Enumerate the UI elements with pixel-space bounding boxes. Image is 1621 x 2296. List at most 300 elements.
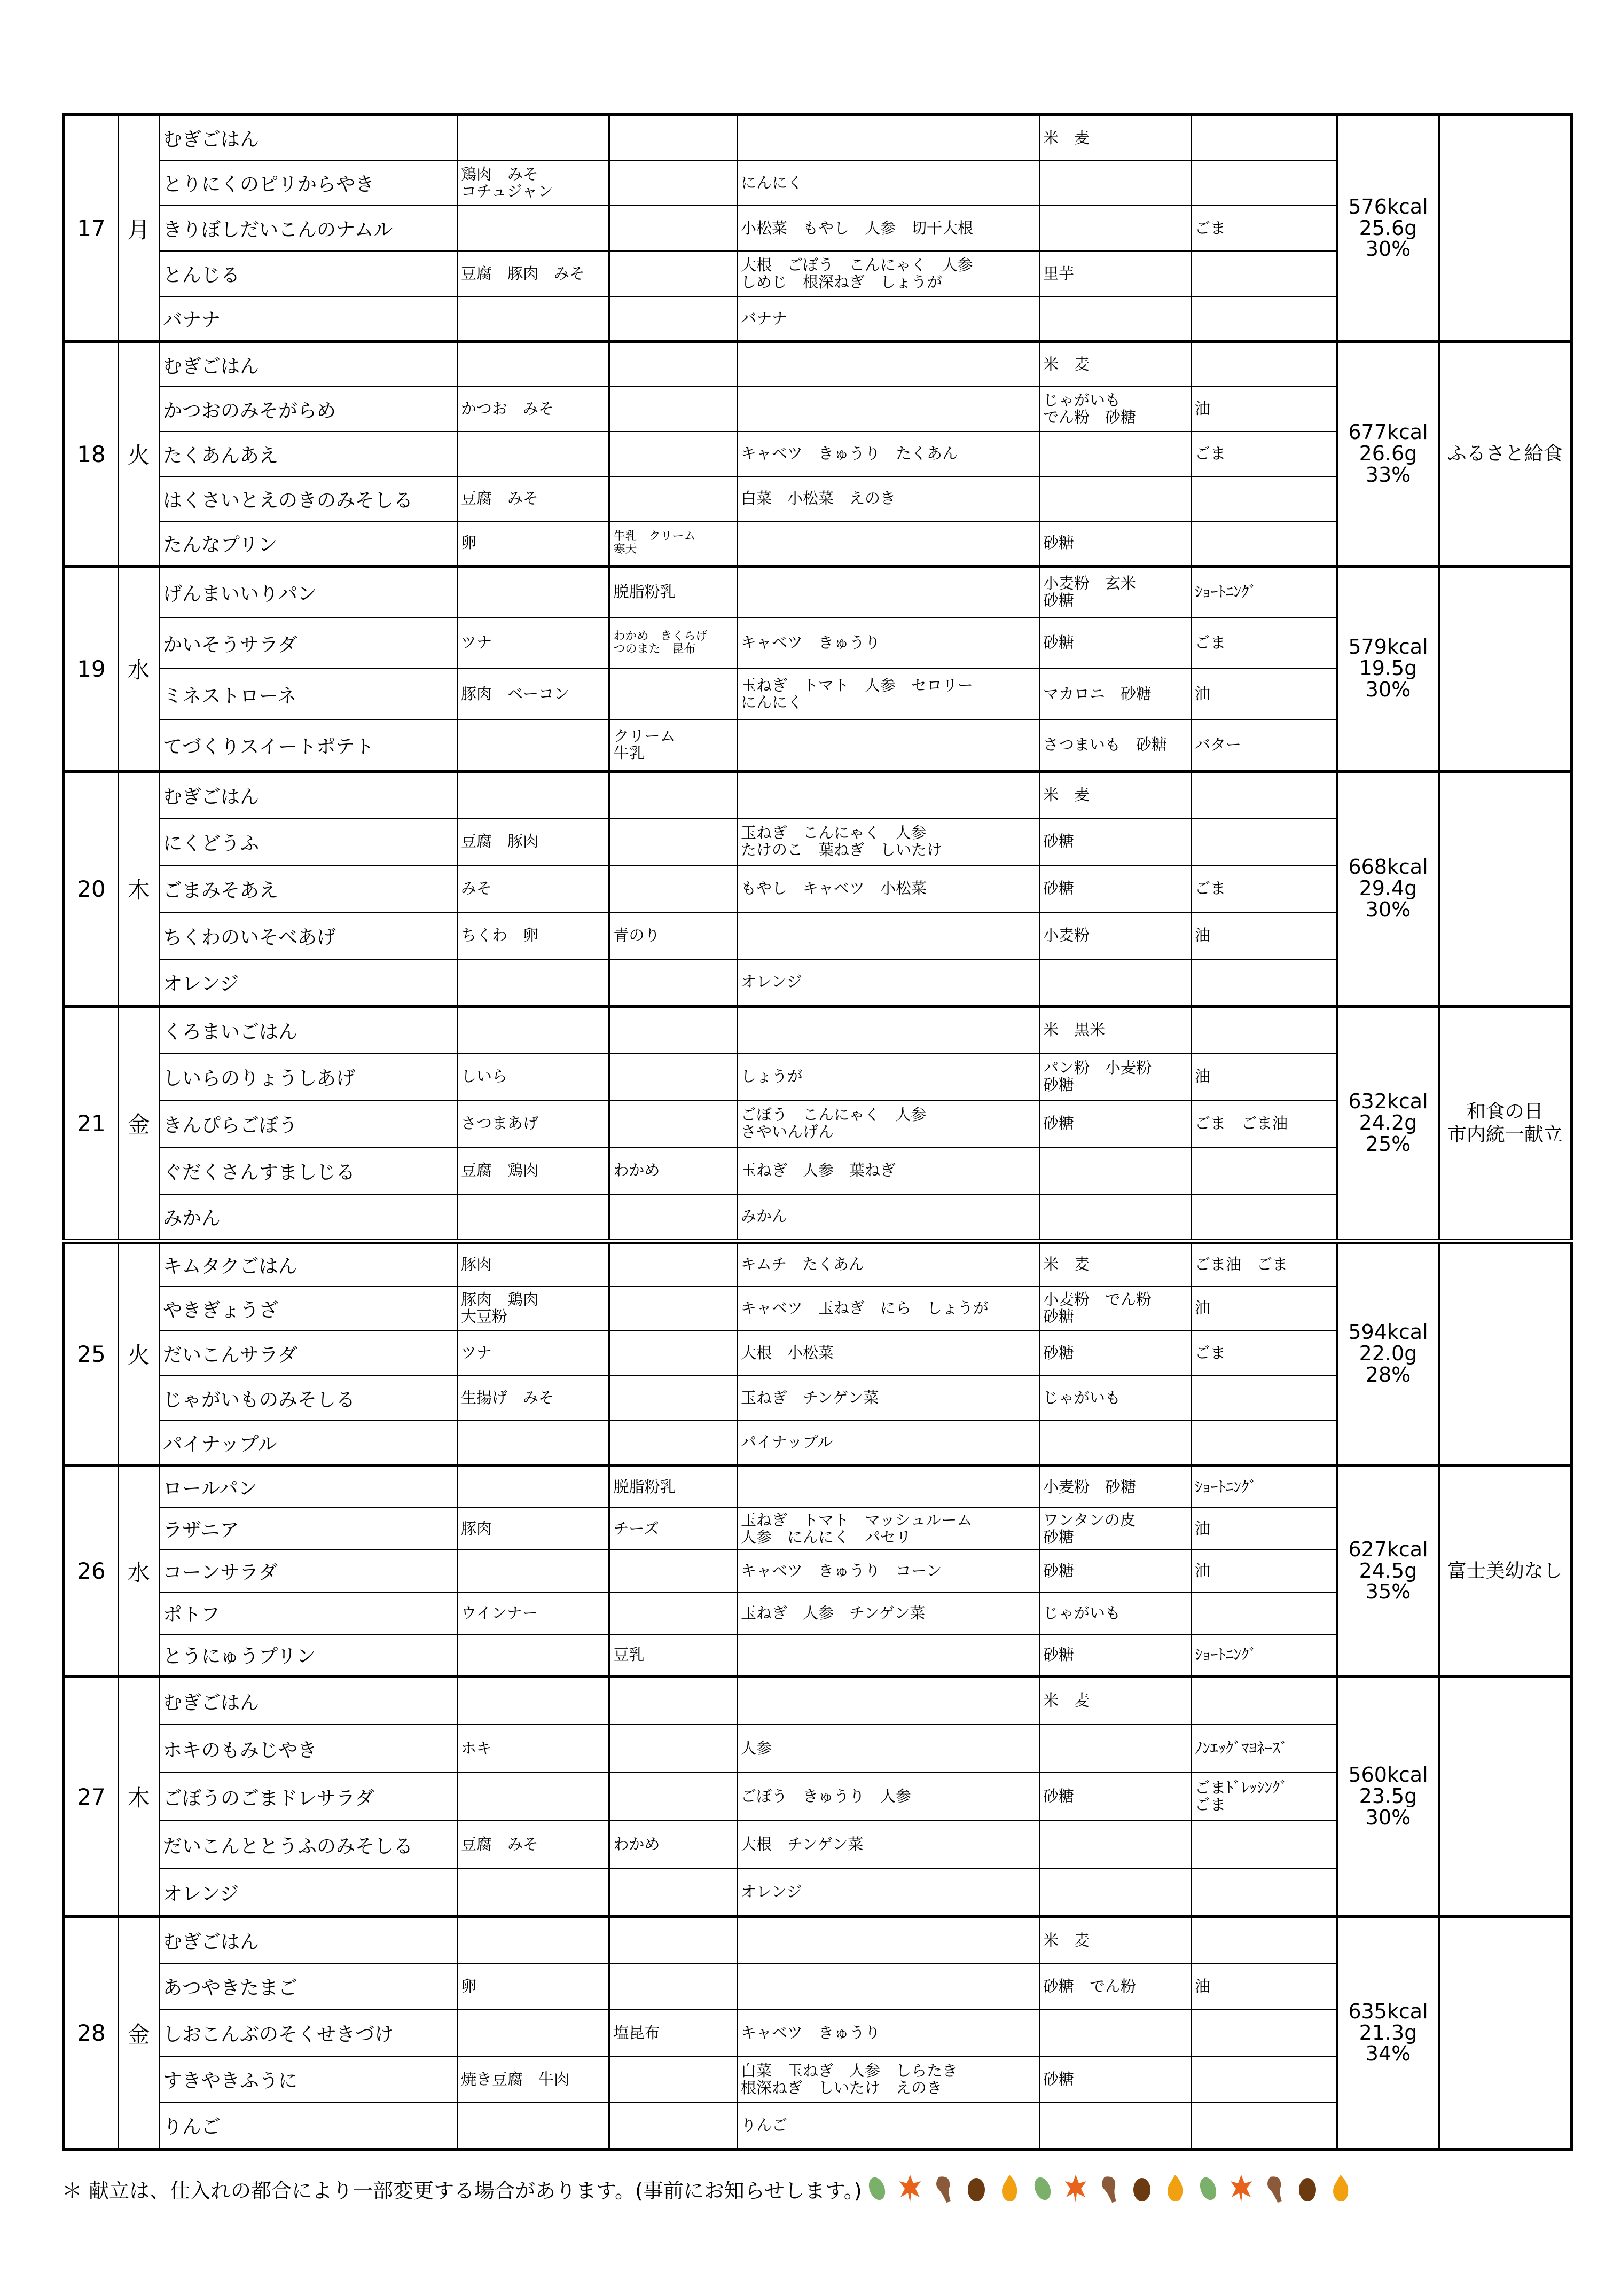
energy-ingredients — [1039, 1147, 1191, 1194]
dish-name: たんなプリン — [159, 521, 457, 566]
protein-ingredients: ツナ — [457, 1331, 609, 1376]
protein-ingredients — [457, 720, 609, 771]
dish-name: ごまみそあえ — [159, 865, 457, 912]
leaf-icon — [1329, 2174, 1352, 2204]
dish-row — [64, 771, 1572, 818]
vegetable-ingredients: ごぼう きゅうり 人参 — [737, 1773, 1039, 1821]
energy-ingredients: 砂糖 — [1039, 1331, 1191, 1376]
day-weekday: 月 — [118, 115, 159, 342]
protein-grams: 22.0g — [1359, 1342, 1418, 1366]
vegetable-ingredients — [737, 771, 1039, 818]
energy-ingredients — [1039, 206, 1191, 251]
fat-ingredients — [1191, 1821, 1337, 1869]
leaf-icon — [1263, 2174, 1286, 2204]
footer-text: ＊ 献立は、仕入れの都合により一部変更する場合があります。(事前にお知らせします。) — [62, 2179, 862, 2203]
vegetable-ingredients: オレンジ — [737, 1869, 1039, 1917]
dairy-seaweed-ingredients — [609, 818, 737, 865]
protein-ingredients: 卵 — [457, 1963, 609, 2010]
energy-kcal: 677kcal — [1348, 420, 1428, 444]
vegetable-ingredients — [737, 1917, 1039, 1963]
day-note — [1439, 115, 1572, 342]
dish-name: ポトフ — [159, 1592, 457, 1634]
fat-ingredients — [1191, 1917, 1337, 1963]
protein-ingredients: ウインナー — [457, 1592, 609, 1634]
dish-name: ホキのもみじやき — [159, 1725, 457, 1773]
dish-row — [64, 1917, 1572, 1963]
fat-ingredients: ごま — [1191, 617, 1337, 669]
protein-grams: 29.4g — [1359, 876, 1418, 900]
fat-ingredients — [1191, 1194, 1337, 1241]
energy-ingredients: 米 麦 — [1039, 1676, 1191, 1725]
fat-ingredients: ﾉﾝｴｯｸﾞﾏﾖﾈｰｽﾞ — [1191, 1725, 1337, 1773]
energy-ingredients — [1039, 1421, 1191, 1466]
vegetable-ingredients — [737, 1963, 1039, 2010]
nutrition-summary — [1337, 115, 1439, 342]
fat-ingredients — [1191, 296, 1337, 342]
energy-ingredients — [1039, 2103, 1191, 2149]
vegetable-ingredients: しょうが — [737, 1053, 1039, 1100]
dairy-seaweed-ingredients — [609, 115, 737, 160]
dairy-seaweed-ingredients — [609, 1100, 737, 1147]
fat-ingredients — [1191, 1147, 1337, 1194]
protein-ingredients — [457, 115, 609, 160]
dish-name: やきぎょうざ — [159, 1286, 457, 1331]
fat-ingredients: 油 — [1191, 912, 1337, 959]
leaf-icon — [1163, 2174, 1187, 2204]
energy-ingredients: 小麦粉 玄米 砂糖 — [1039, 566, 1191, 617]
dairy-seaweed-ingredients — [609, 206, 737, 251]
vegetable-ingredients: みかん — [737, 1194, 1039, 1241]
vegetable-ingredients: 大根 チンゲン菜 — [737, 1821, 1039, 1869]
dish-name: とうにゅうプリン — [159, 1634, 457, 1676]
energy-ingredients: 米 麦 — [1039, 115, 1191, 160]
dish-name: ごぼうのごまドレサラダ — [159, 1773, 457, 1821]
vegetable-ingredients — [737, 1006, 1039, 1053]
dairy-seaweed-ingredients — [609, 1331, 737, 1376]
fat-ingredients — [1191, 959, 1337, 1006]
fat-ingredients — [1191, 818, 1337, 865]
fat-ingredients: ｼｮｰﾄﾆﾝｸﾞ — [1191, 1466, 1337, 1508]
energy-ingredients: パン粉 小麦粉 砂糖 — [1039, 1053, 1191, 1100]
leaf-decoration — [865, 2174, 1352, 2204]
day-weekday: 木 — [118, 771, 159, 1006]
protein-ingredients: かつお みそ — [457, 387, 609, 432]
nutrition-summary — [1337, 771, 1439, 1006]
dairy-seaweed-ingredients: 塩昆布 — [609, 2010, 737, 2056]
energy-kcal: 594kcal — [1348, 1320, 1428, 1344]
protein-ingredients: ホキ — [457, 1725, 609, 1773]
protein-ingredients: 豆腐 みそ — [457, 1821, 609, 1869]
dairy-seaweed-ingredients — [609, 1676, 737, 1725]
nutrition-summary — [1337, 1466, 1439, 1676]
protein-ingredients — [457, 1676, 609, 1725]
fat-ratio: 25% — [1365, 1132, 1411, 1156]
dish-name: バナナ — [159, 296, 457, 342]
energy-ingredients: じゃがいも — [1039, 1592, 1191, 1634]
vegetable-ingredients: 大根 小松菜 — [737, 1331, 1039, 1376]
protein-ingredients — [457, 1773, 609, 1821]
dish-name: にくどうふ — [159, 818, 457, 865]
dish-name: とりにくのピリからやき — [159, 160, 457, 206]
leaf-icon — [1097, 2174, 1121, 2204]
energy-kcal: 560kcal — [1348, 1763, 1428, 1787]
fat-ingredients: ごま ごま油 — [1191, 1100, 1337, 1147]
protein-ingredients: みそ — [457, 865, 609, 912]
dish-name: キムタクごはん — [159, 1241, 457, 1286]
dairy-seaweed-ingredients — [609, 1421, 737, 1466]
dish-name: てづくりスイートポテト — [159, 720, 457, 771]
dairy-seaweed-ingredients — [609, 2056, 737, 2103]
dairy-seaweed-ingredients — [609, 1725, 737, 1773]
day-weekday: 水 — [118, 1466, 159, 1676]
protein-ingredients — [457, 1634, 609, 1676]
protein-grams: 19.5g — [1359, 656, 1418, 680]
protein-ingredients — [457, 432, 609, 476]
energy-ingredients: じゃがいも でん粉 砂糖 — [1039, 387, 1191, 432]
day-weekday: 火 — [118, 342, 159, 566]
energy-ingredients — [1039, 2010, 1191, 2056]
protein-grams: 25.6g — [1359, 216, 1418, 240]
dairy-seaweed-ingredients — [609, 1550, 737, 1592]
day-date: 19 — [64, 566, 118, 771]
day-date: 26 — [64, 1466, 118, 1676]
dairy-seaweed-ingredients — [609, 865, 737, 912]
vegetable-ingredients — [737, 720, 1039, 771]
fat-ingredients: 油 — [1191, 1508, 1337, 1550]
leaf-icon — [1196, 2174, 1220, 2204]
dish-name: ちくわのいそべあげ — [159, 912, 457, 959]
vegetable-ingredients: 大根 ごぼう こんにゃく 人参 しめじ 根深ねぎ しょうが — [737, 251, 1039, 296]
vegetable-ingredients: ごぼう こんにゃく 人参 さやいんげん — [737, 1100, 1039, 1147]
fat-ingredients — [1191, 2056, 1337, 2103]
dish-row — [64, 1241, 1572, 1286]
energy-ingredients: 米 黒米 — [1039, 1006, 1191, 1053]
energy-ingredients: 砂糖 — [1039, 1634, 1191, 1676]
dish-row — [64, 1006, 1572, 1053]
energy-ingredients — [1039, 1194, 1191, 1241]
dish-name: きりぼしだいこんのナムル — [159, 206, 457, 251]
protein-grams: 23.5g — [1359, 1784, 1418, 1808]
energy-ingredients: 砂糖 — [1039, 1773, 1191, 1821]
protein-ingredients — [457, 771, 609, 818]
vegetable-ingredients: 白菜 小松菜 えのき — [737, 476, 1039, 521]
day-date: 25 — [64, 1241, 118, 1466]
dish-name: あつやきたまご — [159, 1963, 457, 2010]
protein-ingredients: 焼き豆腐 牛肉 — [457, 2056, 609, 2103]
protein-grams: 24.2g — [1359, 1111, 1418, 1135]
dish-name: たくあんあえ — [159, 432, 457, 476]
protein-ingredients — [457, 1869, 609, 1917]
vegetable-ingredients: 玉ねぎ トマト マッシュルーム 人参 にんにく パセリ — [737, 1508, 1039, 1550]
energy-ingredients: じゃがいも — [1039, 1376, 1191, 1421]
dairy-seaweed-ingredients — [609, 1773, 737, 1821]
fat-ingredients: 油 — [1191, 1963, 1337, 2010]
vegetable-ingredients — [737, 566, 1039, 617]
day-weekday: 金 — [118, 1006, 159, 1241]
dish-name: むぎごはん — [159, 1917, 457, 1963]
dairy-seaweed-ingredients — [609, 1592, 737, 1634]
fat-ingredients: 油 — [1191, 387, 1337, 432]
vegetable-ingredients: オレンジ — [737, 959, 1039, 1006]
vegetable-ingredients — [737, 115, 1039, 160]
dairy-seaweed-ingredients — [609, 669, 737, 720]
dish-row — [64, 342, 1572, 387]
fat-ingredients — [1191, 342, 1337, 387]
day-note: ふるさと給食 — [1439, 342, 1572, 566]
protein-ingredients — [457, 206, 609, 251]
day-note — [1439, 566, 1572, 771]
dairy-seaweed-ingredients — [609, 251, 737, 296]
dairy-seaweed-ingredients — [609, 1241, 737, 1286]
energy-ingredients: 砂糖 — [1039, 521, 1191, 566]
energy-ingredients: 砂糖 — [1039, 2056, 1191, 2103]
fat-ratio: 30% — [1365, 237, 1411, 261]
dairy-seaweed-ingredients — [609, 296, 737, 342]
dish-name: オレンジ — [159, 1869, 457, 1917]
protein-grams: 21.3g — [1359, 2020, 1418, 2044]
vegetable-ingredients — [737, 1676, 1039, 1725]
vegetable-ingredients: 玉ねぎ チンゲン菜 — [737, 1376, 1039, 1421]
dish-name: ロールパン — [159, 1466, 457, 1508]
dairy-seaweed-ingredients — [609, 2103, 737, 2149]
protein-ingredients: 豆腐 鶏肉 — [457, 1147, 609, 1194]
protein-ingredients: 生揚げ みそ — [457, 1376, 609, 1421]
vegetable-ingredients: バナナ — [737, 296, 1039, 342]
protein-ingredients — [457, 1421, 609, 1466]
fat-ratio: 35% — [1365, 1580, 1411, 1604]
dairy-seaweed-ingredients: 豆乳 — [609, 1634, 737, 1676]
dairy-seaweed-ingredients: 脱脂粉乳 — [609, 566, 737, 617]
protein-ingredients: 豆腐 豚肉 みそ — [457, 251, 609, 296]
energy-ingredients — [1039, 432, 1191, 476]
dish-row — [64, 115, 1572, 160]
leaf-icon — [1031, 2174, 1054, 2204]
fat-ingredients: ｼｮｰﾄﾆﾝｸﾞ — [1191, 566, 1337, 617]
protein-ingredients: 豚肉 ベーコン — [457, 669, 609, 720]
dish-name: かつおのみそがらめ — [159, 387, 457, 432]
day-date: 21 — [64, 1006, 118, 1241]
nutrition-summary — [1337, 566, 1439, 771]
dairy-seaweed-ingredients — [609, 342, 737, 387]
dish-name: ぐだくさんすましじる — [159, 1147, 457, 1194]
protein-ingredients: 豚肉 — [457, 1508, 609, 1550]
fat-ingredients — [1191, 2010, 1337, 2056]
vegetable-ingredients: キャベツ きゅうり — [737, 617, 1039, 669]
fat-ingredients: 油 — [1191, 1286, 1337, 1331]
dish-name: オレンジ — [159, 959, 457, 1006]
energy-ingredients: 米 麦 — [1039, 1241, 1191, 1286]
nutrition-summary — [1337, 1676, 1439, 1917]
dish-name: ミネストローネ — [159, 669, 457, 720]
day-weekday: 木 — [118, 1676, 159, 1917]
protein-ingredients: ちくわ 卵 — [457, 912, 609, 959]
leaf-icon — [965, 2174, 988, 2204]
dairy-seaweed-ingredients — [609, 1194, 737, 1241]
energy-kcal: 635kcal — [1348, 1999, 1428, 2023]
energy-ingredients: さつまいも 砂糖 — [1039, 720, 1191, 771]
energy-kcal: 632kcal — [1348, 1090, 1428, 1114]
energy-ingredients: 小麦粉 でん粉 砂糖 — [1039, 1286, 1191, 1331]
protein-ingredients — [457, 1550, 609, 1592]
fat-ingredients: ｼｮｰﾄﾆﾝｸﾞ — [1191, 1634, 1337, 1676]
fat-ingredients — [1191, 476, 1337, 521]
energy-ingredients: 砂糖 — [1039, 1550, 1191, 1592]
dairy-seaweed-ingredients: 青のり — [609, 912, 737, 959]
dish-name: じゃがいものみそしる — [159, 1376, 457, 1421]
fat-ingredients — [1191, 1676, 1337, 1725]
fat-ratio: 34% — [1365, 2042, 1411, 2066]
vegetable-ingredients: キャベツ きゅうり たくあん — [737, 432, 1039, 476]
day-note — [1439, 1917, 1572, 2149]
energy-ingredients: 小麦粉 砂糖 — [1039, 1466, 1191, 1508]
energy-ingredients: マカロニ 砂糖 — [1039, 669, 1191, 720]
vegetable-ingredients: パイナップル — [737, 1421, 1039, 1466]
energy-ingredients — [1039, 296, 1191, 342]
dish-row — [64, 1676, 1572, 1725]
dairy-seaweed-ingredients: 牛乳 クリーム 寒天 — [609, 521, 737, 566]
fat-ingredients — [1191, 2103, 1337, 2149]
fat-ingredients: 油 — [1191, 669, 1337, 720]
day-note — [1439, 1241, 1572, 1466]
dairy-seaweed-ingredients — [609, 432, 737, 476]
protein-ingredients: さつまあげ — [457, 1100, 609, 1147]
energy-ingredients: 小麦粉 — [1039, 912, 1191, 959]
leaf-icon — [1296, 2174, 1319, 2204]
fat-ingredients: 油 — [1191, 1550, 1337, 1592]
dish-name: むぎごはん — [159, 771, 457, 818]
day-date: 18 — [64, 342, 118, 566]
dish-name: とんじる — [159, 251, 457, 296]
fat-ratio: 30% — [1365, 677, 1411, 701]
dairy-seaweed-ingredients: わかめ — [609, 1147, 737, 1194]
vegetable-ingredients: 玉ねぎ トマト 人参 セロリー にんにく — [737, 669, 1039, 720]
dairy-seaweed-ingredients: チーズ — [609, 1508, 737, 1550]
dish-name: むぎごはん — [159, 342, 457, 387]
vegetable-ingredients: 白菜 玉ねぎ 人参 しらたき 根深ねぎ しいたけ えのき — [737, 2056, 1039, 2103]
day-note — [1439, 771, 1572, 1006]
dairy-seaweed-ingredients: クリーム 牛乳 — [609, 720, 737, 771]
energy-ingredients: 砂糖 — [1039, 617, 1191, 669]
energy-ingredients: ワンタンの皮 砂糖 — [1039, 1508, 1191, 1550]
protein-ingredients: 豚肉 鶏肉 大豆粉 — [457, 1286, 609, 1331]
energy-ingredients — [1039, 160, 1191, 206]
dish-name: すきやきふうに — [159, 2056, 457, 2103]
dish-row — [64, 1466, 1572, 1508]
vegetable-ingredients — [737, 912, 1039, 959]
dairy-seaweed-ingredients — [609, 1963, 737, 2010]
footer-note — [62, 2174, 1352, 2204]
protein-ingredients — [457, 2103, 609, 2149]
day-weekday: 水 — [118, 566, 159, 771]
dairy-seaweed-ingredients — [609, 1286, 737, 1331]
vegetable-ingredients: 玉ねぎ 人参 チンゲン菜 — [737, 1592, 1039, 1634]
fat-ingredients — [1191, 251, 1337, 296]
energy-ingredients: 米 麦 — [1039, 771, 1191, 818]
fat-ratio: 30% — [1365, 1805, 1411, 1829]
vegetable-ingredients — [737, 521, 1039, 566]
energy-ingredients: 砂糖 — [1039, 818, 1191, 865]
vegetable-ingredients — [737, 1466, 1039, 1508]
dish-name: かいそうサラダ — [159, 617, 457, 669]
vegetable-ingredients: りんご — [737, 2103, 1039, 2149]
vegetable-ingredients: キャベツ 玉ねぎ にら しょうが — [737, 1286, 1039, 1331]
dairy-seaweed-ingredients: わかめ — [609, 1821, 737, 1869]
lunch-menu-table — [62, 113, 1573, 2151]
protein-ingredients — [457, 566, 609, 617]
fat-ingredients — [1191, 1869, 1337, 1917]
protein-ingredients: 豆腐 豚肉 — [457, 818, 609, 865]
protein-ingredients — [457, 1194, 609, 1241]
fat-ingredients: 油 — [1191, 1053, 1337, 1100]
energy-ingredients: 砂糖 — [1039, 865, 1191, 912]
energy-ingredients — [1039, 1821, 1191, 1869]
protein-ingredients — [457, 342, 609, 387]
fat-ingredients — [1191, 1376, 1337, 1421]
dairy-seaweed-ingredients — [609, 1869, 737, 1917]
dairy-seaweed-ingredients — [609, 476, 737, 521]
protein-grams: 26.6g — [1359, 442, 1418, 466]
dish-name: げんまいいりパン — [159, 566, 457, 617]
fat-ingredients: ごま — [1191, 865, 1337, 912]
fat-ratio: 30% — [1365, 897, 1411, 921]
energy-kcal: 668kcal — [1348, 855, 1428, 879]
fat-ingredients — [1191, 521, 1337, 566]
protein-ingredients — [457, 1917, 609, 1963]
protein-ingredients: 鶏肉 みそ コチュジャン — [457, 160, 609, 206]
vegetable-ingredients: 玉ねぎ 人参 葉ねぎ — [737, 1147, 1039, 1194]
vegetable-ingredients: 玉ねぎ こんにゃく 人参 たけのこ 葉ねぎ しいたけ — [737, 818, 1039, 865]
day-date: 28 — [64, 1917, 118, 2149]
dairy-seaweed-ingredients — [609, 160, 737, 206]
fat-ingredients — [1191, 1592, 1337, 1634]
vegetable-ingredients: キャベツ きゅうり コーン — [737, 1550, 1039, 1592]
fat-ingredients — [1191, 771, 1337, 818]
fat-ratio: 33% — [1365, 463, 1411, 487]
energy-ingredients: 砂糖 — [1039, 1100, 1191, 1147]
dairy-seaweed-ingredients — [609, 959, 737, 1006]
leaf-icon — [865, 2174, 889, 2204]
dish-row — [64, 566, 1572, 617]
fat-ingredients — [1191, 1421, 1337, 1466]
dairy-seaweed-ingredients — [609, 1053, 737, 1100]
energy-ingredients: 米 麦 — [1039, 1917, 1191, 1963]
fat-ingredients: ごまﾄﾞﾚｯｼﾝｸﾞ ごま — [1191, 1773, 1337, 1821]
fat-ingredients: ごま — [1191, 1331, 1337, 1376]
day-date: 27 — [64, 1676, 118, 1917]
protein-ingredients: ツナ — [457, 617, 609, 669]
fat-ingredients — [1191, 115, 1337, 160]
energy-ingredients — [1039, 959, 1191, 1006]
energy-ingredients: 砂糖 でん粉 — [1039, 1963, 1191, 2010]
dish-name: はくさいとえのきのみそしる — [159, 476, 457, 521]
day-weekday: 金 — [118, 1917, 159, 2149]
protein-ingredients — [457, 959, 609, 1006]
day-note — [1439, 1676, 1572, 1917]
fat-ingredients — [1191, 160, 1337, 206]
vegetable-ingredients: キャベツ きゅうり — [737, 2010, 1039, 2056]
day-note: 和食の日 市内統一献立 — [1439, 1006, 1572, 1241]
fat-ingredients: ごま — [1191, 432, 1337, 476]
fat-ingredients: ごま — [1191, 206, 1337, 251]
dish-name: りんご — [159, 2103, 457, 2149]
day-note: 富士美幼なし — [1439, 1466, 1572, 1676]
dish-name: くろまいごはん — [159, 1006, 457, 1053]
energy-ingredients — [1039, 476, 1191, 521]
leaf-icon — [998, 2174, 1021, 2204]
dish-name: コーンサラダ — [159, 1550, 457, 1592]
dairy-seaweed-ingredients — [609, 1376, 737, 1421]
nutrition-summary — [1337, 1241, 1439, 1466]
